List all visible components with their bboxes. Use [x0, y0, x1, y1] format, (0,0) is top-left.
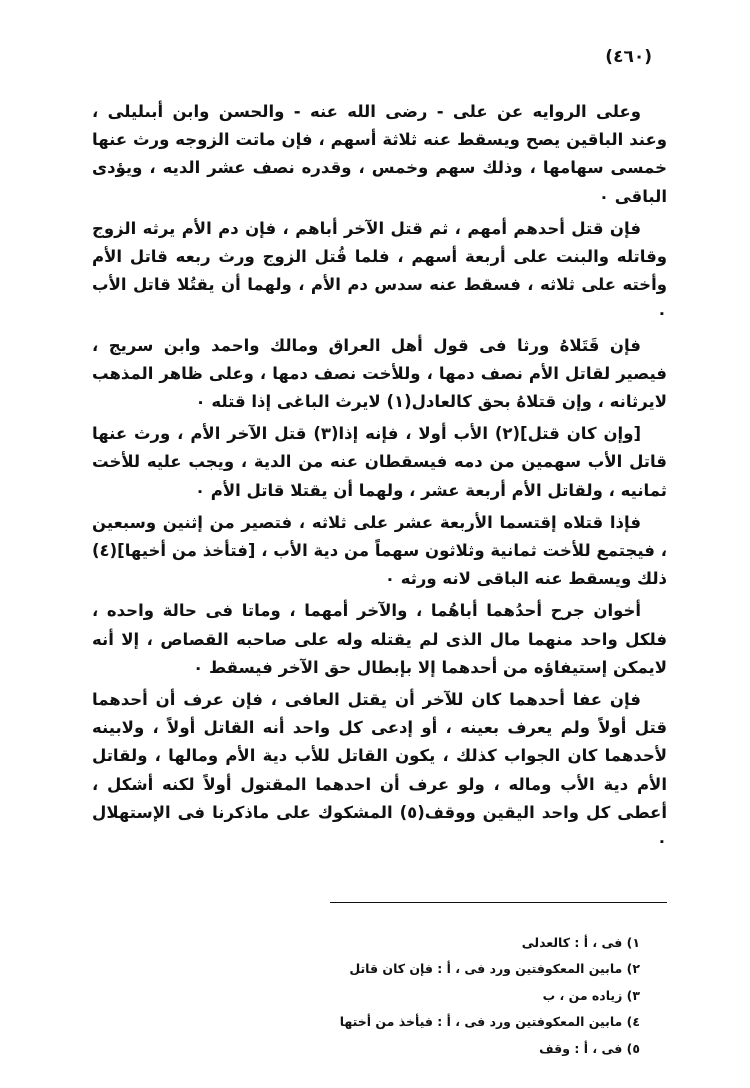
- footnote-divider: [330, 902, 667, 903]
- footnote: ٤) مابين المعكوفتين ورد فى ، أ : فيأخذ من أختها: [339, 1014, 640, 1030]
- paragraph: فإذا قتلاه إقتسما الأربعة عشر على ثلاثه ، فتصير من إثنين وسبعين ، فيجتمع للأخت ثمانية وثلاثون سهماً من دية الأب ، [فتأخذ من أخيها](٤) ذلك ويسقط عنه الباقى لانه ورثه ٠: [92, 512, 667, 589]
- footnotes: [220, 930, 640, 1062]
- paragraph: أخوان جرح أحدُهما أباهُما ، والآخر أمهما ، وماتا فى حالة واحده ، فلكل واحد منهما مال الذى لم يقتله وله على صاحبه القصاص ، إلا أنه لايمكن إستيفاؤه من أحدهما إلا بإبطال حق الآخر فيسقط ٠: [92, 601, 667, 677]
- footnote: ١) فى ، أ : كالعدلى: [521, 935, 640, 950]
- paragraph: فإن قتل أحدهم أمهم ، ثم قتل الآخر أباهم ، فإن دم الأم يرثه الزوج وقاتله والبنت على أربعة أسهم ، فلما قُتل الزوج ورث ربعه قاتل الأم وأخته على ثلاثه ، فسقط عنه سدس دم الأم ، ولهما أن يقتُلا قاتل الأب ٠: [92, 218, 667, 323]
- paragraph: [وإن كان قتل](٢) الأب أولا ، فإنه إذا(٣) قتل الآخر الأم ، ورث عنها قاتل الأب سهمين من دمه فيسقطان عنه من الدية ، ويجب عليه للأخت ثمانيه ، ولقاتل الأم أربعة عشر ، ولهما أن يقتلا قاتل الأم ٠: [92, 424, 667, 500]
- footnote: ٢) مابين المعكوفتين ورد فى ، أ : فإن كان قاتل: [349, 961, 640, 977]
- main-text: [92, 98, 667, 859]
- paragraph: فإن قَتَلاهُ ورثا فى قول أهل العراق ومالك واحمد وابن سريج ، فيصير لقاتل الأم نصف دمها ، وللأخت نصف دمها ، وعلى ظاهر المذهب لايرثانه ، وإن قتلاهُ بحق كالعادل(١) لايرث الباغى إذا قتله ٠: [92, 335, 667, 412]
- footnote: ٥) فى ، أ : وقف: [539, 1040, 640, 1056]
- paragraph: فإن عفا أحدهما كان للآخر أن يقتل العافى ، فإن عرف أن أحدهما قتل أولاً ولم يعرف بعينه ، أو إدعى كل واحد أنه القاتل أولاً ، ولابينه لأحدهما كان الجواب كذلك ، يكون القاتل للأب دية الأم ومالها ، ولقاتل الأم دية الأب وماله ، ولو عرف أن احدهما المقتول أولاً لكنه أشكل ، أعطى كل واحد اليقين ووقف(٥) المشكوك على ماذكرنا فى الإستهلال ٠: [92, 690, 667, 851]
- paragraph: وعلى الروايه عن على - رضى الله عنه - والحسن وابن أبىليلى ، وعند الباقين يصح ويسقط عنه ثلاثة أسهم ، فإن ماتت الزوجه ورث عنها خمسى سهامها ، وذلك سهم وخمس ، وقدره نصف عشر الديه ، ويؤدى الباقى ٠: [92, 102, 667, 206]
- page-number: (٤٦٠): [605, 47, 652, 67]
- footnote: ٣) زياده من ، ب: [542, 987, 640, 1003]
